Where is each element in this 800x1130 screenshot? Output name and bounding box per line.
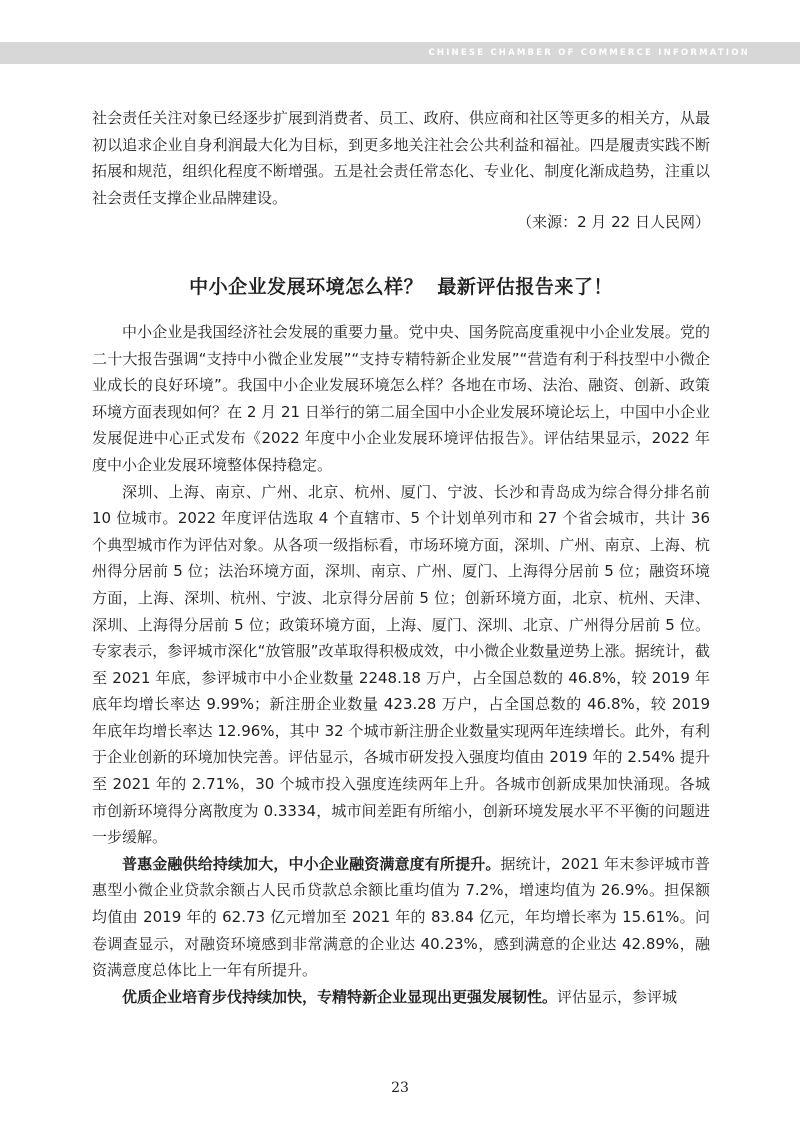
article-title: 中小企业发展环境怎么样？ 最新评估报告来了！ bbox=[189, 275, 613, 298]
source-citation: （来源：2 月 22 日人民网） bbox=[517, 213, 710, 232]
article-paragraph-1: 中小企业是我国经济社会发展的重要力量。党中央、国务院高度重视中小企业发展。党的二十大报告强调“支持中小微企业发展”“支持专精特新企业发展”“营造有利于科技型中小微企业成长的良好环境”。我国中小企业发展环境怎么样？各地在市场、法治、融资、创新、政策环境方面表现如何？在 2 月 21 日举行的第二届全国中小企业发展环境论坛上，中国中小企业发展促进中心正式发布《2022 年度中小企业发展环境评估报告》。评估结果显示，2022 年度中小企业发展环境整体保持稳定。 bbox=[92, 322, 710, 474]
intro-paragraph: 社会责任关注对象已经逐步扩展到消费者、员工、政府、供应商和社区等更多的相关方，从最初以追求企业自身利润最大化为目标，到更多地关注社会公共利益和福祉。四是履责实践不断拓展和规范，组织化程度不断增强。五是社会责任常态化、专业化、制度化渐成趋势，注重以社会责任支撑企业品牌建设。 bbox=[92, 109, 710, 207]
paragraph-4-body: 评估显示，参评城 bbox=[557, 987, 678, 1006]
paragraph-4-lead: 优质企业培育步伐持续加快，专精特新企业显现出更强发展韧性。 bbox=[122, 987, 558, 1006]
paragraph-3-body: 据统计，2021 年末参评城市普惠型小微企业贷款余额占人民币贷款总余额比重均值为 7.2%，增速均值为 26.9%。担保额均值由 2019 年的 62.73 亿元增加至 2021 年的 83.84 亿元，年均增长率为 15.61%。问卷调查显示，对融资环境感到非常满意的企业达 40.23%，感到满意的企业达 42.89%，融资满意度总体比上一年有所提升。 bbox=[92, 854, 710, 980]
paragraph-3-lead: 普惠金融供给持续加大，中小企业融资满意度有所提升。 bbox=[122, 854, 501, 873]
masthead: CHINESE CHAMBER OF COMMERCE INFORMATION bbox=[428, 48, 750, 58]
page-body bbox=[92, 105, 710, 1010]
article-paragraph-2: 深圳、上海、南京、广州、北京、杭州、厦门、宁波、长沙和青岛成为综合得分排名前 10 位城市。2022 年度评估选取 4 个直辖市、5 个计划单列市和 27 个省会城市，共计 36 个典型城市作为评估对象。从各项一级指标看，市场环境方面，深圳、广州、南京、上海、杭州得分居前 5 位；法治环境方面，深圳、南京、广州、厦门、上海得分居前 5 位；融资环境方面，上海、深圳、杭州、宁波、北京得分居前 5 位；创新环境方面，北京、杭州、天津、深圳、上海得分居前 5 位；政策环境方面，上海、厦门、深圳、北京、广州得分居前 5 位。专家表示，参评城市深化“放管服”改革取得积极成效，中小微企业数量逆势上涨。据统计，截至 2021 年底，参评城市中小企业数量 2248.18 万户，占全国总数的 46.8%，较 2019 年底年均增长率达 9.99%；新注册企业数量 423.28 万户，占全国总数的 46.8%，较 2019 年底年均增长率达 12.96%，其中 32 个城市新注册企业数量实现两年连续增长。此外，有利于企业创新的环境加快完善。评估显示，各城市研发投入强度均值由 2019 年的 2.54% 提升至 2021 年的 2.71%，30 个城市投入强度连续两年上升。各城市创新成果加快涌现。各城市创新环境得分离散度为 0.3334，城市间差距有所缩小，创新环境发展水平不平衡的问题进一步缓解。 bbox=[92, 482, 710, 847]
article-paragraph-3 bbox=[92, 851, 710, 984]
page-number: 23 bbox=[391, 1080, 409, 1096]
article-paragraph-4 bbox=[92, 984, 710, 1011]
